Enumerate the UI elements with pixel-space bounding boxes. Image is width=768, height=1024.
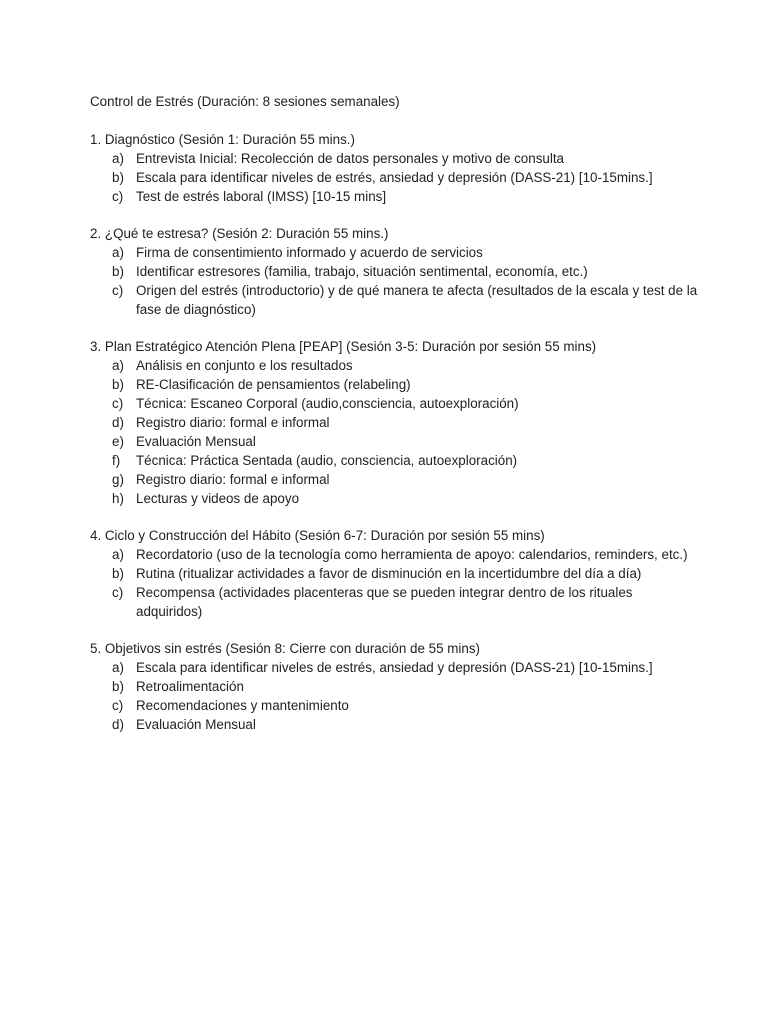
section-ciclo-habito [90, 526, 700, 621]
item-text: RE-Clasificación de pensamientos (relabeling) [136, 377, 411, 392]
list-item [90, 149, 700, 168]
list-item [90, 489, 700, 508]
item-letter: b) [112, 377, 124, 392]
list-item [90, 658, 700, 677]
list-item [90, 375, 700, 394]
item-letter: a) [112, 151, 124, 166]
section-heading: 3. Plan Estratégico Atención Plena [PEAP] (Sesión 3-5: Duración por sesión 55 mins) [90, 339, 597, 354]
item-text: Recompensa (actividades placenteras que se pueden integrar dentro de los rituales adquiridos) [136, 585, 633, 619]
item-letter: c) [112, 396, 124, 411]
item-letter: b) [112, 566, 124, 581]
item-letter: c) [112, 585, 124, 600]
section-diagnostico [90, 130, 700, 206]
list-item [90, 281, 700, 319]
list-item [90, 677, 700, 696]
list-item [90, 451, 700, 470]
item-text: Recomendaciones y mantenimiento [136, 698, 349, 713]
item-text: Rutina (ritualizar actividades a favor de disminución en la incertidumbre del día a día) [136, 566, 642, 581]
section-item-list [90, 356, 700, 508]
item-letter: d) [112, 415, 124, 430]
item-letter: d) [112, 717, 124, 732]
list-item [90, 583, 700, 621]
item-letter: b) [112, 264, 124, 279]
section-objetivos [90, 639, 700, 734]
item-text: Registro diario: formal e informal [136, 415, 330, 430]
item-text: Técnica: Escaneo Corporal (audio,consciencia, autoexploración) [136, 396, 519, 411]
list-item [90, 394, 700, 413]
item-letter: e) [112, 434, 124, 449]
item-text: Firma de consentimiento informado y acuerdo de servicios [136, 245, 483, 260]
item-text: Test de estrés laboral (IMSS) [10-15 mins] [136, 189, 387, 204]
item-text: Análisis en conjunto e los resultados [136, 358, 353, 373]
list-item [90, 564, 700, 583]
list-item [90, 168, 700, 187]
list-item [90, 262, 700, 281]
item-text: Identificar estresores (familia, trabajo, situación sentimental, economía, etc.) [136, 264, 588, 279]
list-item [90, 715, 700, 734]
item-letter: g) [112, 472, 124, 487]
item-letter: c) [112, 698, 124, 713]
list-item [90, 413, 700, 432]
section-heading: 5. Objetivos sin estrés (Sesión 8: Cierre con duración de 55 mins) [90, 641, 480, 656]
section-item-list [90, 658, 700, 734]
item-letter: f) [112, 453, 121, 468]
item-text: Recordatorio (uso de la tecnología como herramienta de apoyo: calendarios, reminders, etc.) [136, 547, 688, 562]
item-text: Técnica: Práctica Sentada (audio, consciencia, autoexploración) [136, 453, 518, 468]
document-title: Control de Estrés (Duración: 8 sesiones semanales) [90, 94, 400, 109]
item-letter: a) [112, 358, 124, 373]
section-item-list [90, 149, 700, 206]
section-heading: 4. Ciclo y Construcción del Hábito (Sesión 6-7: Duración por sesión 55 mins) [90, 528, 545, 543]
item-text: Lecturas y videos de apoyo [136, 491, 300, 506]
item-letter: a) [112, 547, 124, 562]
item-text: Registro diario: formal e informal [136, 472, 330, 487]
section-item-list [90, 545, 700, 621]
list-item [90, 470, 700, 489]
section-que-te-estresa [90, 224, 700, 319]
item-text: Retroalimentación [136, 679, 244, 694]
item-letter: b) [112, 679, 124, 694]
list-item [90, 243, 700, 262]
item-text: Escala para identificar niveles de estrés, ansiedad y depresión (DASS-21) [10-15mins.] [136, 170, 653, 185]
document-page [90, 92, 700, 752]
list-item [90, 432, 700, 451]
item-text: Entrevista Inicial: Recolección de datos personales y motivo de consulta [136, 151, 564, 166]
section-item-list [90, 243, 700, 319]
item-text: Evaluación Mensual [136, 717, 256, 732]
section-plan-estrategico [90, 337, 700, 508]
list-item [90, 356, 700, 375]
section-heading: 1. Diagnóstico (Sesión 1: Duración 55 mins.) [90, 132, 355, 147]
item-letter: a) [112, 245, 124, 260]
item-text: Origen del estrés (introductorio) y de qué manera te afecta (resultados de la escala y test de la fase de diagnóstico) [136, 283, 698, 317]
list-item [90, 696, 700, 715]
item-letter: b) [112, 170, 124, 185]
item-letter: a) [112, 660, 124, 675]
item-letter: h) [112, 491, 124, 506]
list-item [90, 187, 700, 206]
section-heading: 2. ¿Qué te estresa? (Sesión 2: Duración 55 mins.) [90, 226, 389, 241]
item-letter: c) [112, 189, 124, 204]
item-letter: c) [112, 283, 124, 298]
item-text: Evaluación Mensual [136, 434, 256, 449]
list-item [90, 545, 700, 564]
item-text: Escala para identificar niveles de estrés, ansiedad y depresión (DASS-21) [10-15mins.] [136, 660, 653, 675]
